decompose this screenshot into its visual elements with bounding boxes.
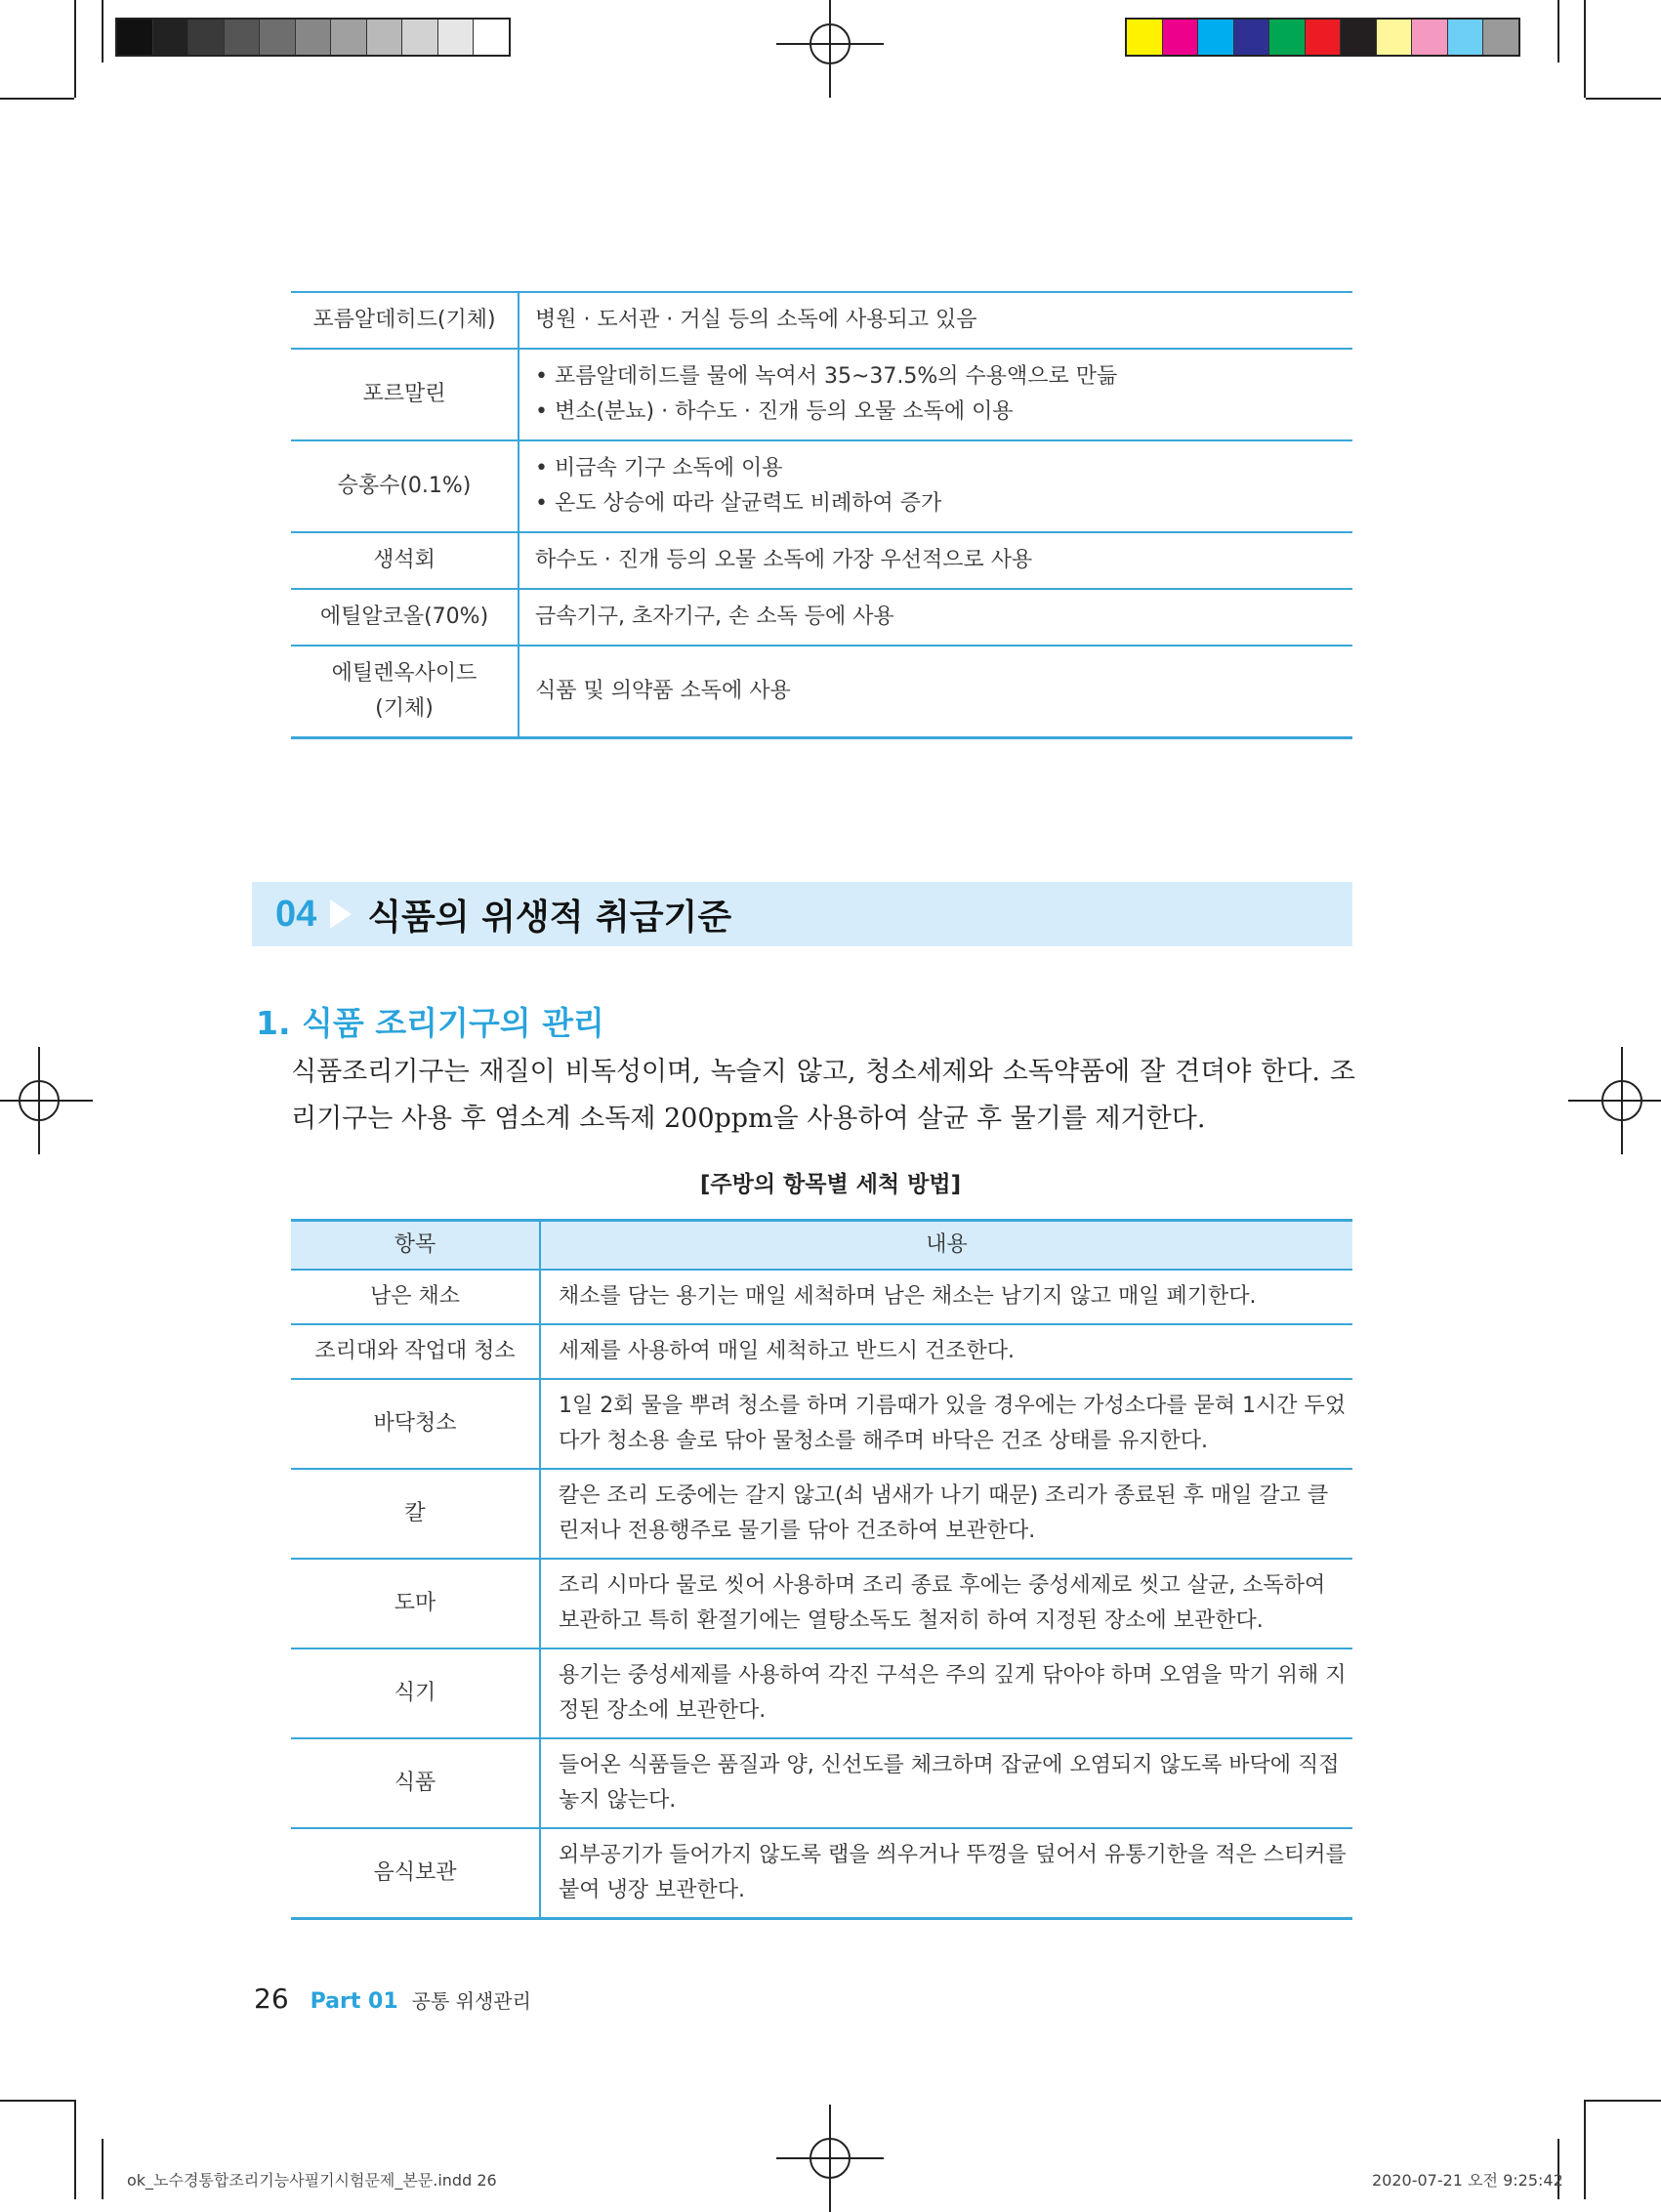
- row-key: 포름알데히드(기체): [291, 292, 519, 349]
- value-line: 식품 및 의약품 소독에 사용: [535, 679, 791, 703]
- color-swatch: [438, 20, 475, 55]
- value-line: • 포름알데히드를 물에 녹여서 35~37.5%의 수용액으로 만듦: [535, 364, 1118, 389]
- table-row: [291, 646, 1352, 738]
- table-caption: [주방의 항목별 세척 방법]: [699, 1172, 962, 1197]
- table-row: [291, 1469, 1352, 1559]
- color-swatch: [225, 20, 261, 55]
- item-cell: 식기: [291, 1649, 540, 1738]
- row-value: [519, 292, 1352, 349]
- table-row: [291, 440, 1352, 532]
- color-swatch-bar: [1125, 18, 1520, 57]
- item-cell: 칼: [291, 1469, 540, 1559]
- color-swatch: [1306, 20, 1342, 55]
- item-cell: 남은 채소: [291, 1270, 540, 1324]
- item-cell: 식품: [291, 1738, 540, 1828]
- value-line: • 변소(분뇨) · 하수도 · 진개 등의 오물 소독에 이용: [535, 399, 1014, 424]
- table-header-row: [291, 1221, 1352, 1271]
- row-value: [519, 349, 1352, 440]
- crop-mark: [0, 2100, 76, 2102]
- color-swatch: [1483, 20, 1518, 55]
- part-label: Part 01: [310, 1989, 398, 2014]
- crop-mark: [1586, 98, 1661, 100]
- content-cell: 세제를 사용하여 매일 세척하고 반드시 건조한다.: [540, 1324, 1352, 1379]
- registration-mark-icon: [776, 0, 884, 98]
- row-key: 에틸렌옥사이드 (기체): [291, 646, 519, 738]
- value-line: • 온도 상승에 따라 살균력도 비례하여 증가: [535, 491, 942, 516]
- arrow-right-icon: [330, 899, 352, 929]
- table-row: [291, 589, 1352, 646]
- row-value: [519, 532, 1352, 589]
- table-row: [291, 1270, 1352, 1324]
- content-cell: 조리 시마다 물로 씻어 사용하며 조리 종료 후에는 중성세제로 씻고 살균, 소독하여 보관하고 특히 환절기에는 열탕소독도 철저히 하여 지정된 장소에 보관한다.: [540, 1559, 1352, 1649]
- content-cell: 1일 2회 물을 뿌려 청소를 하며 기름때가 있을 경우에는 가성소다를 묻혀 1시간 두었다가 청소용 솔로 닦아 물청소를 해주며 바닥은 건조 상태를 유지한다.: [540, 1379, 1352, 1469]
- color-swatch: [1377, 20, 1413, 55]
- row-value: [519, 440, 1352, 532]
- subsection-title: 1. 식품 조리기구의 관리: [256, 1004, 604, 1042]
- item-cell: 도마: [291, 1559, 540, 1649]
- slug-filename: ok_노수경통합조리기능사필기시험문제_본문.indd 26: [127, 2171, 497, 2190]
- color-swatch: [296, 20, 332, 55]
- content-cell: 외부공기가 들어가지 않도록 랩을 씌우거나 뚜껑을 덮어서 유통기한을 적은 스티커를 붙여 냉장 보관한다.: [540, 1828, 1352, 1919]
- color-swatch: [153, 20, 189, 55]
- color-swatch: [1127, 20, 1163, 55]
- table-row: [291, 349, 1352, 440]
- page-number: 26: [254, 1982, 289, 2015]
- section-header: [252, 882, 1352, 946]
- row-value: [519, 589, 1352, 646]
- content-cell: 들어온 식품들은 품질과 양, 신선도를 체크하며 잡균에 오염되지 않도록 바닥에 직접 놓지 않는다.: [540, 1738, 1352, 1828]
- color-swatch: [331, 20, 367, 55]
- row-value: [519, 646, 1352, 738]
- table-row: [291, 1559, 1352, 1649]
- table-row: [291, 292, 1352, 349]
- row-key: 포르말린: [291, 349, 519, 440]
- table-row: [291, 532, 1352, 589]
- row-key: 승홍수(0.1%): [291, 440, 519, 532]
- item-cell: 바닥청소: [291, 1379, 540, 1469]
- column-header: 항목: [291, 1221, 540, 1271]
- section-number: 04: [275, 893, 317, 935]
- body-paragraph: 식품조리기구는 재질이 비독성이며, 녹슬지 않고, 청소세제와 소독약품에 잘 견뎌야 한다. 조리기구는 사용 후 염소계 소독제 200ppm을 사용하여 살균 후 물기를 제거한다.: [291, 1057, 1355, 1134]
- table-row: [291, 1738, 1352, 1828]
- slug-timestamp: 2020-07-21 오전 9:25:42: [1372, 2171, 1563, 2190]
- registration-mark-icon: [776, 2105, 884, 2212]
- color-swatch: [1198, 20, 1234, 55]
- content-cell: 채소를 담는 용기는 매일 세척하며 남은 채소는 남기지 않고 매일 폐기한다.: [540, 1270, 1352, 1324]
- crop-mark: [74, 2100, 76, 2199]
- content-cell: 용기는 중성세제를 사용하여 각진 구석은 주의 깊게 닦아야 하며 오염을 막기 위해 지정된 장소에 보관한다.: [540, 1649, 1352, 1738]
- section-title: 식품의 위생적 취급기준: [367, 897, 732, 938]
- grayscale-swatch-bar: [115, 18, 511, 57]
- row-key: 에틸알코올(70%): [291, 589, 519, 646]
- table-row: [291, 1649, 1352, 1738]
- row-key: 생석회: [291, 532, 519, 589]
- color-swatch: [188, 20, 225, 55]
- color-swatch: [1269, 20, 1306, 55]
- crop-mark: [102, 0, 104, 63]
- table-row: [291, 1828, 1352, 1919]
- color-swatch: [474, 20, 509, 55]
- page-footer: [254, 1982, 531, 2015]
- part-title: 공통 위생관리: [411, 1989, 531, 2013]
- color-swatch: [1234, 20, 1270, 55]
- color-swatch: [402, 20, 438, 55]
- color-swatch: [1163, 20, 1199, 55]
- table-row: [291, 1324, 1352, 1379]
- column-header: 내용: [540, 1221, 1352, 1271]
- value-line: 병원 · 도서관 · 거실 등의 소독에 사용되고 있음: [535, 308, 977, 332]
- content-cell: 칼은 조리 도중에는 갈지 않고(쇠 냄새가 나기 때문) 조리가 종료된 후 매일 갈고 클린저나 전용행주로 물기를 닦아 건조하여 보관한다.: [540, 1469, 1352, 1559]
- color-swatch: [1448, 20, 1484, 55]
- color-swatch: [260, 20, 296, 55]
- value-line: 금속기구, 초자기구, 손 소독 등에 사용: [535, 605, 894, 629]
- disinfectant-table: [291, 291, 1352, 739]
- color-swatch: [1412, 20, 1448, 55]
- crop-mark: [102, 2139, 104, 2199]
- value-line: 하수도 · 진개 등의 오물 소독에 가장 우선적으로 사용: [535, 548, 1033, 572]
- registration-mark-icon: [1568, 1047, 1661, 1154]
- color-swatch: [117, 20, 153, 55]
- cleaning-method-table: [291, 1219, 1352, 1920]
- crop-mark: [1584, 2100, 1586, 2199]
- item-cell: 조리대와 작업대 청소: [291, 1324, 540, 1379]
- crop-mark: [1557, 0, 1559, 63]
- crop-mark: [1584, 0, 1586, 98]
- color-swatch: [367, 20, 403, 55]
- crop-mark: [1586, 2100, 1661, 2102]
- item-cell: 음식보관: [291, 1828, 540, 1919]
- crop-mark: [0, 98, 74, 100]
- value-line: • 비금속 기구 소독에 이용: [535, 456, 783, 480]
- registration-mark-icon: [0, 1047, 93, 1154]
- table-row: [291, 1379, 1352, 1469]
- crop-mark: [74, 0, 76, 98]
- color-swatch: [1341, 20, 1377, 55]
